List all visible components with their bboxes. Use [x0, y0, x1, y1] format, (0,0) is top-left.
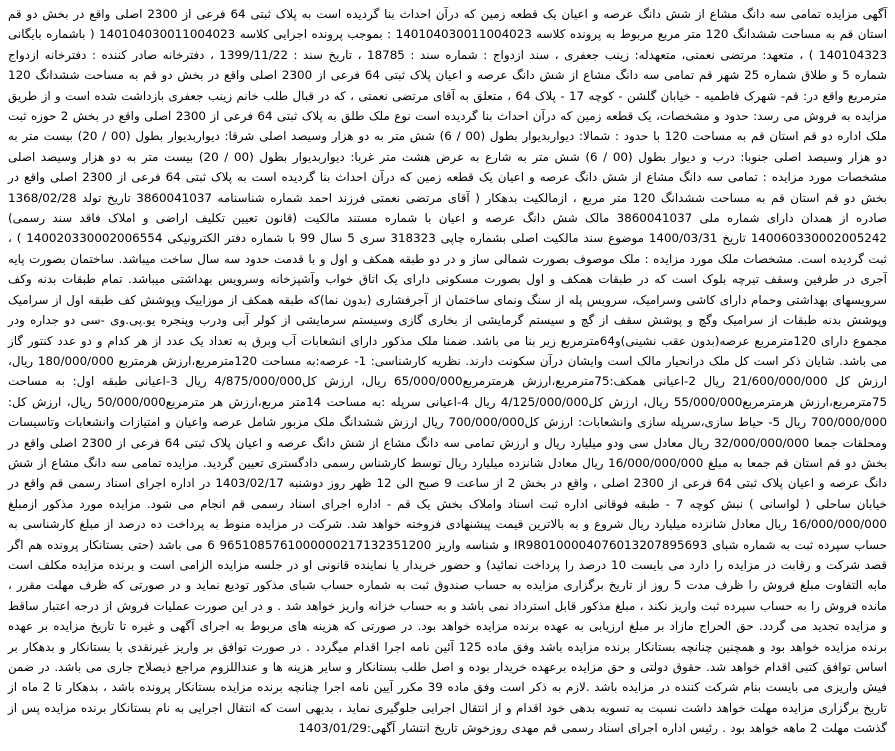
auction-notice-text: آگهی مزایده تمامی سه دانگ مشاع از شش دانگ عرصه و اعیان یک قطعه زمین که درآن احداث بنا گردیده است به پلاک ثبتی 64 فرعی از 2300 اصلی واقع در بخش دو قم استان قم به مساحت ششدانگ 120 متر مربع مربوط به پرونده کلاسه 140104030011004023 : بموجب پرونده اجرایی کلاسه 140104030011004023 ( باشماره بایگانی 140104323 ) ، متعهد: مرتضی نعمتی، متعهدله: زینب جعفری ، سند ازدواج : شماره سند : 18785 ، تاریخ سند : 1399/11/22 ، دفترخانه صادر کننده : دفترخانه ازدواج شماره 5 و طلاق شماره 25 شهر قم تمامی سه دانگ مشاع از شش دانگ عرصه و اعیان پلاک ثبتی 64 فرعی از 2300 اصلی واقع در بخش دو قم به مساحت ششدانگ 120 مترمربع واقع در: قم- شهرک فاطمیه - خیابان گلشن - کوچه 17 - پلاک 64 ، متعلق به آقای مرتضی نعمتی ، که در قبال طلب خانم زینب جعفری بازداشت شده است و از طریق مزایده به فروش می رسد: حدود و مشخصات، یک قطعه زمین که درآن احداث بنا گردیده است نوع ملک طلق به پلاک ثبتی 64 فرعی از 2300 اصلی واقع در بخش 2 حوزه ثبت ملک اداره دو قم استان قم به مساحت 120 با حدود : شمالا: دیواربدیوار بطول (00 / 6) شش متر به دو هزار وسیصد اصلی شرقا: دیواربدیوار بطول (00 / 20) بیست متر به دو هزار وسیصد اصلی جنوبا: درب و دیوار بطول (00 / 6) شش متر به شارع به عرض هشت متر غربا: دیواربدیوار بطول (00 / 20) بیست متر به دو هزار وسیصد اصلی مشخصات مورد مزایده : تمامی سه دانگ مشاع از شش دانگ عرصه و اعیان یک قطعه زمین که درآن احداث بنا گردیده است به پلاک ثبتی 64 فرعی از 2300 اصلی واقع در بخش دو قم استان قم به مساحت ششدانگ 120 متر مربع ، ازمالکیت بدهکار ( آقای مرتضی نعمتی فرزند احمد شماره شناسنامه 3860041037 تاریخ تولد 1368/02/28 صادره از همدان دارای شماره ملی 3860041037 مالک شش دانگ عرصه و اعیان با شماره مستند مالکیت (قانون تعیین تکلیف اراضی و املاک فاقد سند رسمی) 140060330002005242 تاریخ 1400/03/31 موضوع سند مالکیت اصلی بشماره چاپی 318323 سری 5 سال 99 با شماره دفتر الکترونیکی 140020330002006554 ) ، ثبت گردیده است. مشخصات ملک مورد مزایده : ملک موصوف بصورت شمالی ساز و در دو طبقه همکف و اول و با قدمت حدود سه سال ساخت میباشد. ساختمان بصورت پایه آجری در طرفین وسقف تیرچه بلوک است که در طبقات همکف و اول بصورت مسکونی دارای یک اتاق خواب وآشپزخانه وسرویس بهداشتی میباشد. تمام طبقات بدنه وکف سرویسهای بهداشتی وحمام دارای کاشی وسرامیک، سرویس پله از سنگ ونمای ساختمان از آجرفشاری (بدون نما)که طبقه همکف از موزاییک وپوشش کف طبقه اول از سرامیک وپوشش بدنه طبقات از سرامیک وگچ و پوشش سقف از گچ و سیستم گرمایشی از بخاری گازی وسیستم سرمایشی از کولر آبی ودرب وپنجره یو.پی.وی -سی دو جداره ودر مجموع دارای 120مترمربع عرصه(بدون عقب نشینی)و64مترمربع زیر بنا می باشد. ضمنا ملک مذکور دارای انشعابات آب وبرق به تعداد یک عدد از هر کدام و دو عدد کنتور گاز می باشد. شایان ذکر است کل ملک درانحیار مالک است وایشان درآن سکونت دارند. نظریه کارشناسی: 1- عرصه:به مساحت 120مترمربع،ارزش هرمتربع 180/000/000 ریال، ارزش کل 21/600/000/000 ریال 2-اعیانی همکف:75مترمربع،ارزش هرمترمربع65/000/000 ریال، ارزش کل4/875/000/000 ریال 3-اعیانی طبقه اول: به مساحت 75مترمربع،ارزش هرمترمربع55/000/000 ریال، ارزش کل4/125/000/000 ریال 4-اعیانی سرپله :به مساحت 14متر مربع،ارزش هر مترمربع50/000/000 ریال، ارزش کل: 700/000/000 ریال 5- حیاط سازی،سرپله سازی وانشعابات: ارزش کل700/000/000 ریال ارزش ششدانگ ملک مزبور شامل عرصه واعیان و امتیازات وانشعابات وتاسیسات ومحلقات جمعا 32/000/000/000 ریال معادل سی ودو میلیارد ریال و ارزش تمامی سه دانگ مشاع از شش دانگ عرصه و اعیان پلاک ثبتی 64 فرعی از 2300 اصلی واقع در بخش دو قم استان قم جمعا به مبلغ 16/000/000/000 ریال معادل شانزده میلیارد ریال توسط کارشناس رسمی دادگستری تعیین گردید. مزایده تمامی سه دانگ مشاع از شش دانگ عرصه و اعیان پلاک ثبتی 64 فرعی از 2300 اصلی ، واقع در بخش 2 از ساعت 9 صبح الی 12 ظهر روز دوشنبه 1403/02/17 در اداره اجرای اسناد رسمی قم واقع در خیابان ساحلی ( لواسانی ) نبش کوچه 7 - طبقه فوقانی اداره ثبت اسناد واملاک بخش یک قم - اداره اجرای اسناد رسمی قم انجام می شود. مزایده مورد مذکور ازمبلغ 16/000/000/000 ریال معادل شانزده میلیارد ریال شروع و به بالاترین قیمت پیشنهادی فروخته خواهد شد. شرکت در مزایده منوط به پرداخت ده درصد از مبلغ کارشناسی به حساب سپرده ثبت به شماره شبای IR980100004076013207895693 و شناسه واریز 9651085761000000217132351200 6 می باشد (حتی بستانکار پرونده هم اگر قصد شرکت و رقابت در مزایده را دارد می بایست 10 درصد را پرداخت نمائید) و حضور خریدار یا نماینده قانونی او در جلسه مزایده الزامی است و برنده مزایده مکلف است مابه التفاوت مبلغ فروش را ظرف مدت 5 روز از تاریخ برگزاری مزایده به حساب صندوق ثبت به شماره حساب شبای مذکور تودیع نماید و در صورتی که ظرف مهلت مقرر ، مانده فروش را به حساب سپرده ثبت واریز نکند ، مبلغ مذکور قابل استرداد نمی باشد و به حساب خزانه واریز خواهد شد . و در این صورت عملیات فروش از درجه اعتبار ساقط و مزایده تجدید می گردد. حق الحراج مازاد بر مبلغ ارزیابی به عهده برنده مزایده خواهد بود. در صورتی که هزینه های مربوط به اجرای آگهی و غیره تا تاریخ مزایده بر عهده برنده مزایده خواهد بود و همچنین چنانچه بستانکار برنده مزایده باشد وفق ماده 125 آئین نامه اجرا اقدام میگردد . در صورت توافق بر واریز غیرنقدی با بستانکار و بدهکار بر اساس توافق کتبی اقدام خواهد شد. حقوق دولتی و حق مزایده برعهده خریدار بوده و اصل طلب بستانکار و سایر هزینه ها و عنداللزوم مراجع ذیصلاح جاری می باشد. در ضمن فیش واریزی می بایست بنام شرکت کننده در مزایده باشد .لازم به ذکر است وفق ماده 39 مکرر آیین نامه اجرا چنانچه برنده مزایده بستانکار پرونده باشد ، بدهکار تا 2 ماه از تاریخ برگزاری مزایده مهلت خواهد داشت نسبت به تسویه بدهی خود اقدام و از انتقال اجرایی جلوگیری نماید ، بدیهی است که انتقال اجرایی به نام بستانکار برنده مزایده پس از گذشت مهلت 2 ماهه خواهد بود . رئیس اداره اجرای اسناد رسمی قم مهدی روزخوش تاریخ انتشار آگهی:1403/01/29 — [8, 7, 888, 736]
